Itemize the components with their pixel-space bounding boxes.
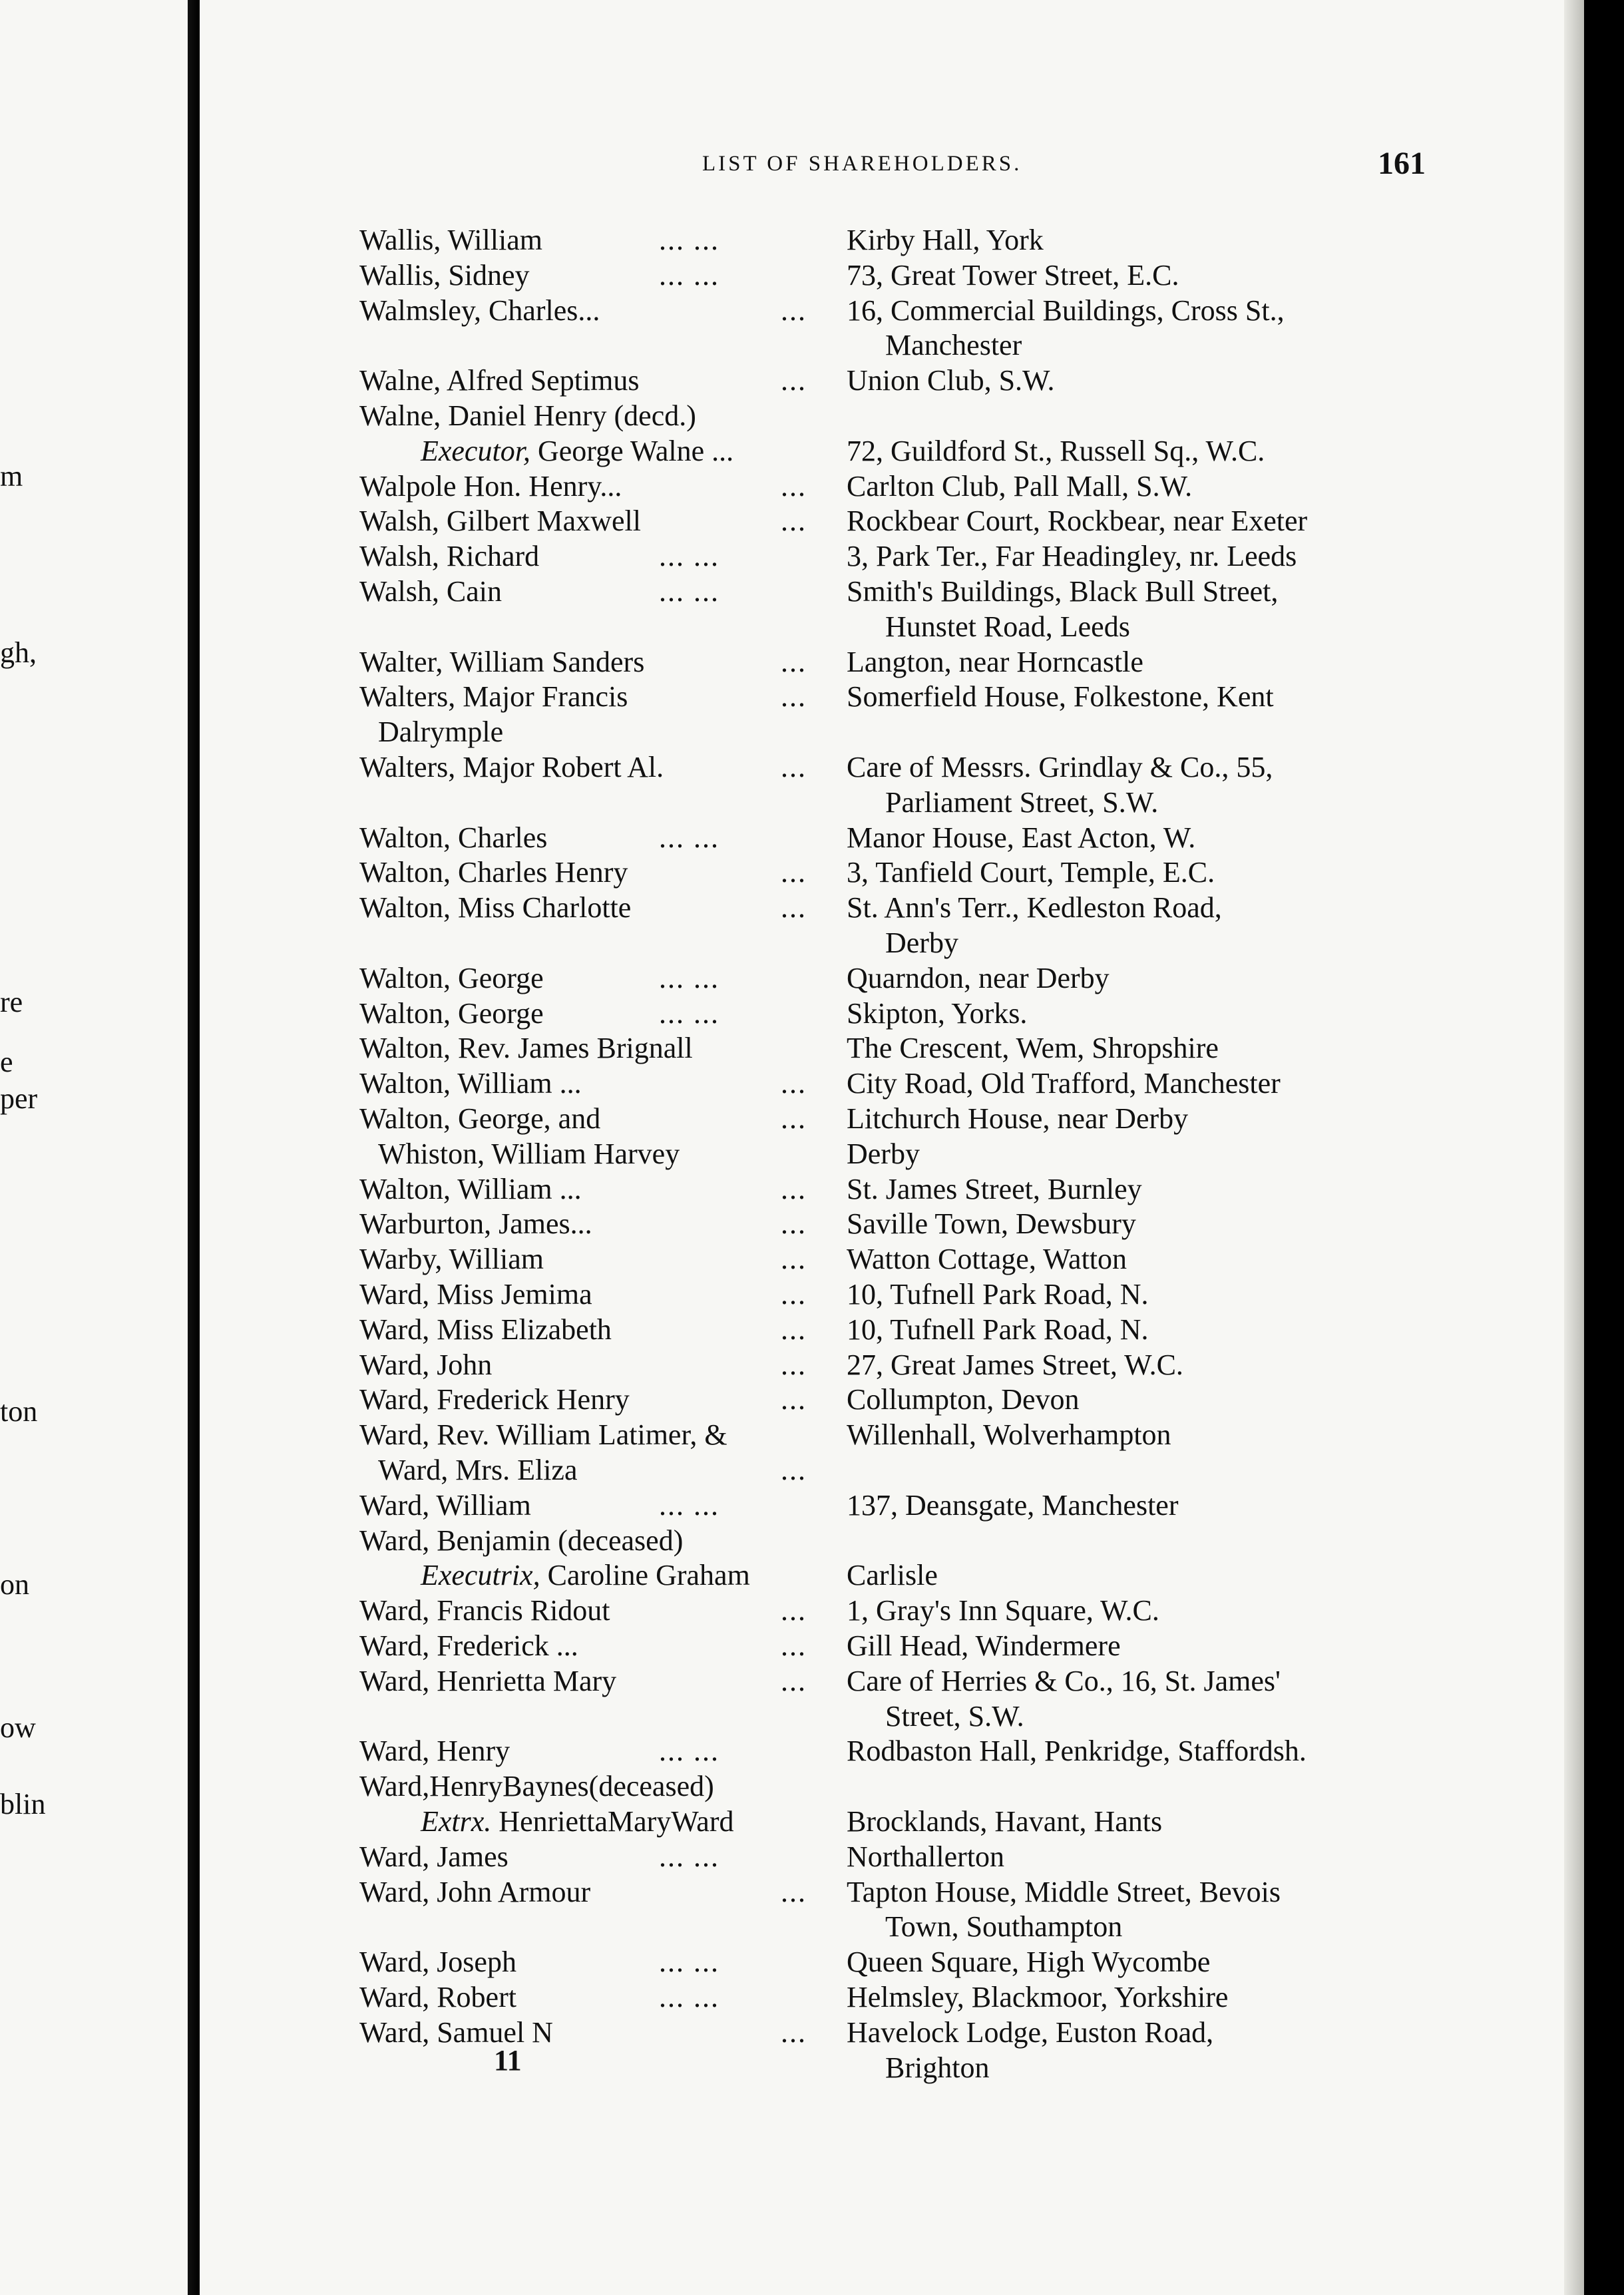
shareholder-address: 137, Deansgate, Manchester (847, 1489, 1179, 1522)
name-text: HenriettaMaryWard (491, 1805, 734, 1838)
shareholder-name (359, 1488, 531, 1523)
leader-dots: ... (781, 1278, 807, 1311)
leader-dots: ... (781, 1383, 807, 1416)
shareholder-name (378, 1137, 680, 1171)
leader-dots: ... (781, 1067, 807, 1100)
leader-dots: ... (781, 1207, 807, 1240)
name-text: Warby, William (359, 1243, 544, 1275)
shareholder-name (359, 891, 631, 925)
shareholder-address: 72, Guildford St., Russell Sq., W.C. (847, 435, 1265, 467)
shareholder-name (359, 1102, 600, 1136)
margin-fragment: ow (0, 1711, 36, 1744)
shareholder-address: 73, Great Tower Street, E.C. (847, 259, 1179, 292)
margin-fragment: on (0, 1568, 29, 1601)
shareholder-address: Care of Messrs. Grindlay & Co., 55, (847, 751, 1273, 783)
leader-dots: ... (781, 505, 807, 537)
leader-dots: ... (781, 1349, 807, 1381)
shareholder-address: Kirby Hall, York (847, 224, 1044, 256)
page-edge (1564, 0, 1584, 2295)
leader-dots: ... (781, 680, 807, 713)
leader-dots: ... (781, 1243, 807, 1275)
shareholder-name (359, 1945, 516, 1980)
shareholder-address: 10, Tufnell Park Road, N. (847, 1313, 1149, 1346)
name-text: Warburton, James... (359, 1207, 592, 1240)
name-text: Walmsley, Charles... (359, 294, 600, 327)
name-text: Walter, William Sanders (359, 646, 645, 678)
leader-dots: ... ... (659, 997, 719, 1030)
shareholder-address: Brighton (885, 2051, 990, 2084)
name-text: Walton, Miss Charlotte (359, 891, 632, 924)
name-text: Ward, Samuel N (359, 2016, 553, 2049)
shareholder-address: City Road, Old Trafford, Manchester (847, 1067, 1281, 1100)
shareholder-address: Brocklands, Havant, Hants (847, 1805, 1163, 1838)
shareholder-name (421, 434, 733, 469)
shareholder-address: Tapton House, Middle Street, Bevois (847, 1876, 1281, 1908)
shareholder-name (359, 1418, 727, 1452)
shareholder-name (359, 363, 640, 398)
leader-dots: ... (781, 1173, 807, 1205)
name-text: Ward, Miss Jemima (359, 1278, 592, 1311)
shareholder-address: Rodbaston Hall, Penkridge, Staffordsh. (847, 1735, 1307, 1767)
shareholder-address: Manchester (885, 329, 1022, 361)
leader-dots: ... ... (659, 259, 719, 292)
name-text: Whiston, William Harvey (378, 1138, 680, 1170)
name-text: Walton, Rev. James Brignall (359, 1032, 693, 1064)
shareholder-address: Town, Southampton (885, 1910, 1123, 1943)
shareholder-address: Collumpton, Devon (847, 1383, 1080, 1416)
shareholder-address: Watton Cottage, Watton (847, 1243, 1127, 1275)
role-label: Executrix, (421, 1559, 540, 1591)
name-text: Walton, Charles Henry (359, 856, 628, 889)
name-text: Dalrymple (378, 716, 504, 748)
margin-fragment: m (0, 460, 23, 493)
shareholder-name (359, 504, 641, 538)
shareholder-name (359, 223, 542, 258)
shareholder-address: Litchurch House, near Derby (847, 1102, 1189, 1135)
leader-dots: ... (781, 646, 807, 678)
gutter (188, 0, 200, 2295)
role-label: Executor, (421, 435, 530, 467)
name-text: Ward, Joseph (359, 1946, 516, 1978)
name-text: Ward, Robert (359, 1981, 516, 2013)
shareholder-address: 1, Gray's Inn Square, W.C. (847, 1594, 1159, 1627)
name-text: Ward, James (359, 1840, 508, 1873)
name-text: Ward, William (359, 1489, 531, 1522)
margin-fragment: re (0, 986, 23, 1018)
leader-dots: ... ... (659, 1981, 719, 2013)
name-text: Ward, Rev. William Latimer, & (359, 1418, 727, 1451)
name-text: Walsh, Gilbert Maxwell (359, 505, 641, 537)
name-text: Walters, Major Francis (359, 680, 628, 713)
shareholder-name (359, 996, 544, 1031)
shareholder-address: Northallerton (847, 1840, 1005, 1873)
shareholder-address: 3, Park Ter., Far Headingley, nr. Leeds (847, 540, 1297, 572)
role-label: Extrx. (421, 1805, 492, 1838)
page-number: 161 (1378, 146, 1426, 181)
shareholder-name (359, 469, 622, 504)
margin-fragment: gh, (0, 636, 37, 669)
leader-dots: ... ... (659, 962, 719, 994)
margin-fragment: ton (0, 1395, 38, 1428)
leader-dots: ... ... (659, 1735, 719, 1767)
shareholder-address: 16, Commercial Buildings, Cross St., (847, 294, 1285, 327)
leader-dots: ... (781, 1454, 807, 1486)
shareholder-name (359, 680, 628, 714)
margin-fragment: e (0, 1046, 13, 1078)
shareholder-name (359, 1207, 592, 1241)
right-border (1584, 0, 1624, 2295)
leader-dots: ... (781, 2016, 807, 2049)
leader-dots: ... (781, 856, 807, 889)
shareholder-address: The Crescent, Wem, Shropshire (847, 1032, 1219, 1064)
shareholder-address: 10, Tufnell Park Road, N. (847, 1278, 1149, 1311)
shareholder-name (359, 855, 628, 890)
name-text: Walne, Alfred Septimus (359, 364, 640, 397)
leader-dots: ... ... (659, 1946, 719, 1978)
shareholder-name (359, 1172, 582, 1207)
shareholder-address: Carlton Club, Pall Mall, S.W. (847, 470, 1193, 503)
name-text: Ward, Mrs. Eliza (378, 1454, 578, 1486)
shareholder-address: 27, Great James Street, W.C. (847, 1349, 1183, 1381)
leader-dots: ... (781, 751, 807, 783)
shareholder-address: Rockbear Court, Rockbear, near Exeter (847, 505, 1308, 537)
shareholder-name (359, 1348, 492, 1382)
left-page (0, 0, 188, 2295)
name-text: Walne, Daniel Henry (decd.) (359, 399, 696, 432)
name-text: Ward, Henry (359, 1735, 510, 1767)
leader-dots: ... ... (659, 1840, 719, 1873)
name-text: Walton, Charles (359, 821, 548, 854)
shareholder-address: Saville Town, Dewsbury (847, 1207, 1136, 1240)
shareholder-address: Smith's Buildings, Black Bull Street, (847, 575, 1279, 608)
name-text: Wallis, William (359, 224, 542, 256)
shareholder-name (359, 1593, 610, 1628)
name-text: Ward, Frederick ... (359, 1629, 578, 1662)
name-text: Walton, George (359, 962, 544, 994)
running-title: LIST OF SHAREHOLDERS. (702, 152, 1022, 176)
name-text: Walton, William ... (359, 1067, 582, 1100)
shareholder-address: Care of Herries & Co., 16, St. James' (847, 1665, 1281, 1697)
shareholder-name (359, 1277, 592, 1312)
shareholder-name (359, 1524, 683, 1558)
shareholder-name (359, 821, 547, 855)
name-text: Ward, John (359, 1349, 493, 1381)
shareholder-name (421, 1558, 750, 1593)
shareholder-address: St. Ann's Terr., Kedleston Road, (847, 891, 1222, 924)
name-text: Walton, George (359, 997, 544, 1030)
shareholder-name (378, 1453, 577, 1488)
leader-dots: ... ... (659, 575, 719, 608)
shareholder-name (359, 750, 664, 785)
shareholder-address: Carlisle (847, 1559, 938, 1591)
shareholder-address: Helmsley, Blackmoor, Yorkshire (847, 1981, 1229, 2013)
shareholder-name (359, 1382, 630, 1417)
shareholder-address: Langton, near Horncastle (847, 646, 1143, 678)
shareholder-name (421, 1804, 733, 1839)
name-text: Ward, Miss Elizabeth (359, 1313, 612, 1346)
leader-dots: ... ... (659, 224, 719, 256)
name-text: Walsh, Cain (359, 575, 502, 608)
shareholder-name (359, 1769, 714, 1804)
shareholder-address: Willenhall, Wolverhampton (847, 1418, 1171, 1451)
leader-dots: ... ... (659, 1489, 719, 1522)
leader-dots: ... (781, 294, 807, 327)
signature-mark: 11 (494, 2044, 522, 2077)
shareholder-name (359, 1875, 590, 1910)
name-text: Walton, William ... (359, 1173, 582, 1205)
leader-dots: ... (781, 891, 807, 924)
shareholder-name (359, 399, 696, 433)
shareholder-address: Quarndon, near Derby (847, 962, 1110, 994)
name-text: Ward, Henrietta Mary (359, 1665, 617, 1697)
shareholder-address: Manor House, East Acton, W. (847, 821, 1196, 854)
shareholder-name (359, 1031, 693, 1066)
leader-dots: ... (781, 1629, 807, 1662)
leader-dots: ... ... (659, 821, 719, 854)
name-text: Ward, Francis Ridout (359, 1594, 610, 1627)
shareholder-address: Somerfield House, Folkestone, Kent (847, 680, 1274, 713)
shareholder-name (359, 1066, 582, 1101)
name-text: Walsh, Richard (359, 540, 540, 572)
shareholder-address: St. James Street, Burnley (847, 1173, 1142, 1205)
shareholder-address: 3, Tanfield Court, Temple, E.C. (847, 856, 1215, 889)
name-text: Ward,HenryBaynes(deceased) (359, 1770, 714, 1802)
name-text: Ward, Frederick Henry (359, 1383, 630, 1416)
shareholder-name (359, 645, 644, 680)
shareholder-name (359, 1840, 508, 1874)
leader-dots: ... (781, 364, 807, 397)
shareholder-name (359, 258, 530, 293)
leader-dots: ... (781, 1876, 807, 1908)
margin-fragment: blin (0, 1788, 46, 1820)
shareholder-name (359, 1313, 612, 1347)
shareholder-name (359, 1664, 616, 1699)
shareholder-address: Street, S.W. (885, 1700, 1024, 1733)
shareholder-name (359, 2015, 553, 2050)
name-text: Ward, John Armour (359, 1876, 591, 1908)
name-text: Ward, Benjamin (deceased) (359, 1524, 684, 1557)
name-text: Walton, George, and (359, 1102, 601, 1135)
margin-fragment: per (0, 1082, 38, 1115)
name-text: George Walne ... (530, 435, 734, 467)
name-text: Walters, Major Robert Al. (359, 751, 664, 783)
leader-dots: ... (781, 1102, 807, 1135)
shareholder-name (359, 1734, 510, 1769)
shareholder-name (359, 1980, 516, 2015)
leader-dots: ... (781, 1665, 807, 1697)
shareholder-name (359, 539, 539, 574)
name-text: Walpole Hon. Henry... (359, 470, 622, 503)
left-page-background (0, 0, 200, 2295)
shareholder-address: Union Club, S.W. (847, 364, 1055, 397)
shareholder-address: Derby (847, 1138, 920, 1170)
leader-dots: ... (781, 1594, 807, 1627)
shareholder-address: Queen Square, High Wycombe (847, 1946, 1211, 1978)
shareholder-name (359, 294, 600, 328)
shareholder-address: Hunstet Road, Leeds (885, 610, 1130, 643)
leader-dots: ... (781, 1313, 807, 1346)
shareholder-name (359, 961, 544, 996)
shareholder-address: Parliament Street, S.W. (885, 786, 1159, 819)
shareholder-address: Gill Head, Windermere (847, 1629, 1121, 1662)
shareholder-address: Havelock Lodge, Euston Road, (847, 2016, 1214, 2049)
shareholder-address: Derby (885, 927, 958, 959)
shareholder-name (359, 1242, 544, 1277)
name-text: Wallis, Sidney (359, 259, 530, 292)
name-text: Caroline Graham (540, 1559, 750, 1591)
shareholder-address: Skipton, Yorks. (847, 997, 1028, 1030)
shareholder-name (378, 715, 503, 749)
shareholder-name (359, 1629, 578, 1663)
shareholder-name (359, 574, 502, 609)
leader-dots: ... ... (659, 540, 719, 572)
leader-dots: ... (781, 470, 807, 503)
